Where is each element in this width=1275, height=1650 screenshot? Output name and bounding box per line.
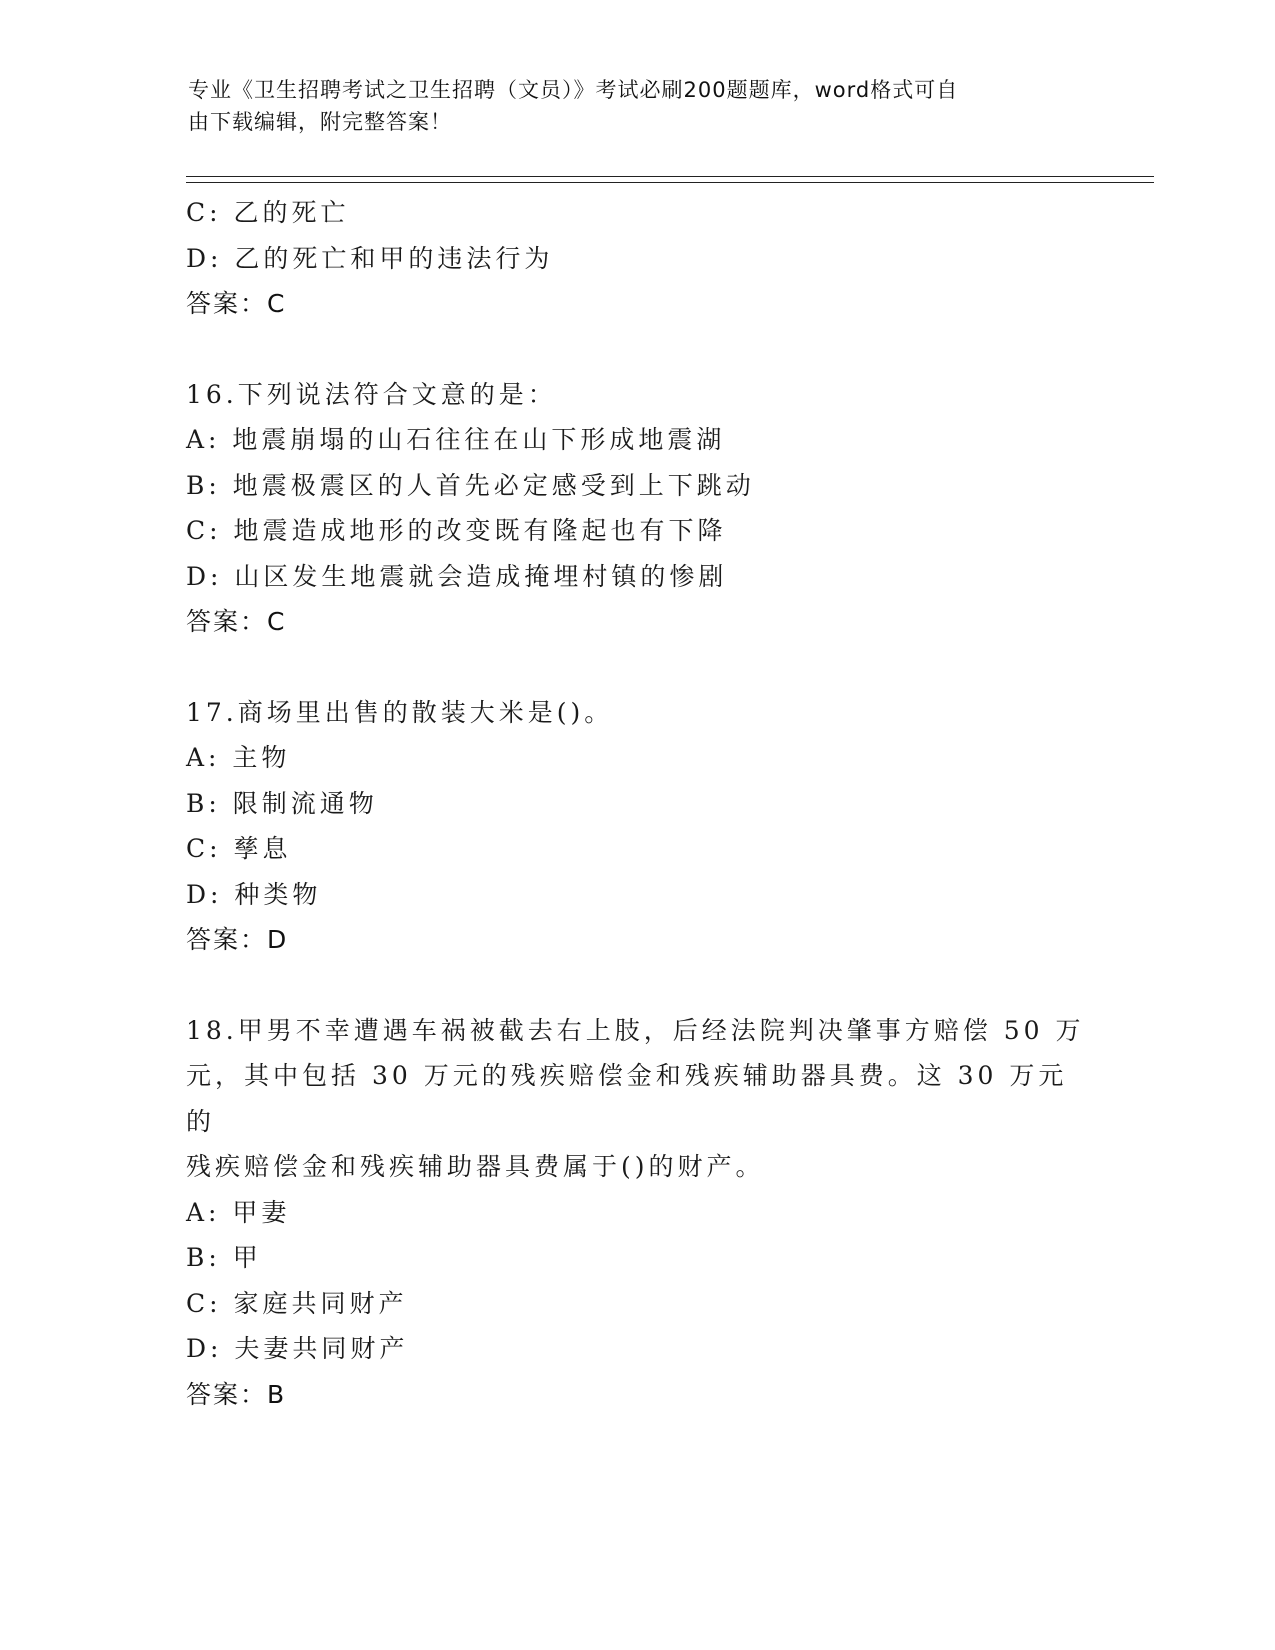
question-18-block (186, 1008, 1086, 1418)
option-c: C: 乙的死亡 (186, 198, 350, 227)
question-stem-line: 17.商场里出售的散装大米是()。 (186, 697, 614, 727)
option-d: D: 夫妻共同财产 (186, 1334, 409, 1363)
question-stem (186, 1008, 1086, 1190)
option-b: B: 甲 (186, 1243, 262, 1272)
option-d: D: 山区发生地震就会造成掩埋村镇的惨剧 (186, 561, 728, 591)
question-stem (186, 690, 1086, 736)
question-stem-line: 16.下列说法符合文意的是： (186, 379, 557, 409)
question-stem-line: 残疾赔偿金和残疾辅助器具费属于()的财产。 (186, 1152, 765, 1181)
question-16-block (186, 372, 1086, 645)
carryover-question-block (186, 190, 1086, 327)
option-a: A: 主物 (186, 743, 291, 772)
option-c: C: 家庭共同财产 (186, 1288, 408, 1318)
option-b: B: 地震极震区的人首先必定感受到上下跳动 (186, 470, 755, 500)
question-stem (186, 372, 1086, 418)
answer-line: 答案：C (186, 607, 287, 636)
header-title-line-2: 由下载编辑，附完整答案！ (188, 110, 452, 134)
option-c: C: 地震造成地形的改变既有隆起也有下降 (186, 516, 727, 545)
option-b: B: 限制流通物 (186, 788, 378, 818)
question-17-block (186, 690, 1086, 963)
document-body (186, 190, 1086, 1417)
header-divider-bottom (186, 182, 1154, 183)
option-a: A: 地震崩塌的山石往往在山下形成地震湖 (186, 425, 726, 454)
header-divider-top (186, 176, 1154, 177)
question-stem-line: 元，其中包括 30 万元的残疾赔偿金和残疾辅助器具费。这 30 万元的 (186, 1061, 1068, 1136)
option-d: D: 种类物 (186, 879, 322, 909)
option-d: D: 乙的死亡和甲的违法行为 (186, 243, 554, 273)
option-a: A: 甲妻 (186, 1197, 291, 1227)
document-header (188, 74, 1088, 138)
question-stem-line: 18.甲男不幸遭遇车祸被截去右上肢，后经法院判决肇事方赔偿 50 万 (186, 1015, 1085, 1045)
answer-line: 答案：D (186, 925, 289, 954)
option-c: C: 孳息 (186, 834, 292, 863)
answer-line: 答案：B (186, 1379, 287, 1409)
header-title-line-1: 专业《卫生招聘考试之卫生招聘（文员）》考试必刷200题题库，word格式可自 (188, 78, 959, 102)
answer-line: 答案：C (186, 289, 287, 318)
